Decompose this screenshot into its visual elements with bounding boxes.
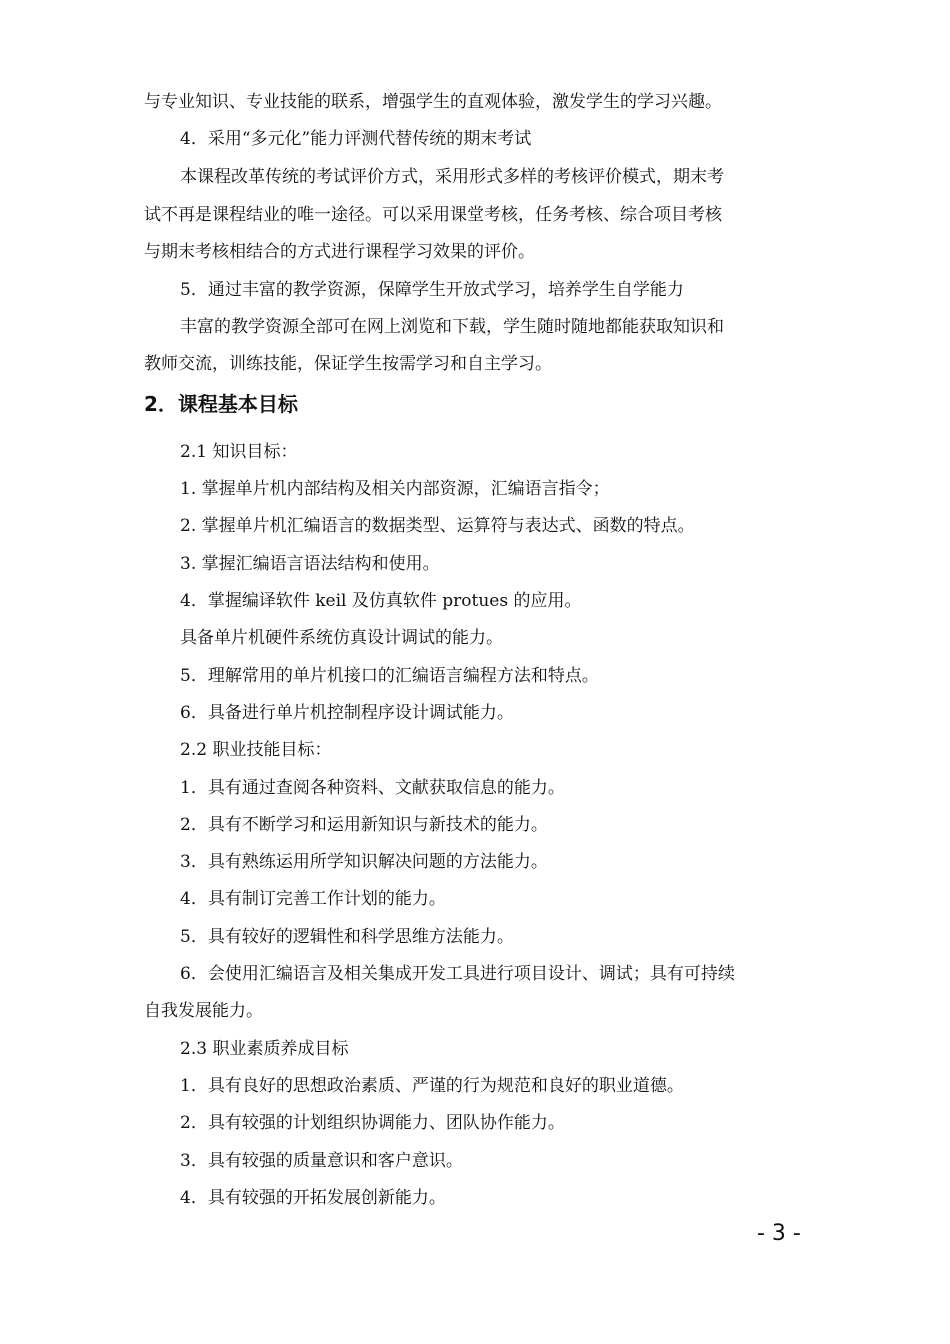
list-item: 6．具备进行单片机控制程序设计调试能力。 (180, 703, 514, 723)
list-item: 1．具有良好的思想政治素质、严谨的行为规范和良好的职业道德。 (180, 1076, 684, 1096)
list-item: 具备单片机硬件系统仿真设计调试的能力。 (180, 628, 503, 648)
list-item: 4．具有较强的开拓发展创新能力。 (180, 1188, 446, 1208)
item-title: 4．采用“多元化”能力评测代替传统的期末考试 (180, 129, 532, 149)
list-item: 2．具有不断学习和运用新知识与新技术的能力。 (180, 815, 548, 835)
list-item: 4．具有制订完善工作计划的能力。 (180, 889, 446, 909)
list-item: 2. 掌握单片机汇编语言的数据类型、运算符与表达式、函数的特点。 (180, 516, 695, 536)
paragraph-line: 丰富的教学资源全部可在网上浏览和下载，学生随时随地都能获取知识和 (180, 317, 724, 337)
paragraph-line: 与专业知识、专业技能的联系，增强学生的直观体验，激发学生的学习兴趣。 (144, 92, 722, 112)
subsection-title: 2.3 职业素质养成目标 (180, 1039, 349, 1059)
list-item: 3．具有熟练运用所学知识解决问题的方法能力。 (180, 852, 548, 872)
page-number: - 3 - (757, 1221, 801, 1246)
paragraph-line: 与期末考核相结合的方式进行课程学习效果的评价。 (144, 242, 535, 262)
list-item: 5．具有较好的逻辑性和科学思维方法能力。 (180, 927, 514, 947)
list-item: 6．会使用汇编语言及相关集成开发工具进行项目设计、调试；具有可持续 (180, 964, 735, 984)
subsection-title: 2.2 职业技能目标： (180, 740, 332, 760)
paragraph-line: 本课程改革传统的考试评价方式，采用形式多样的考核评价模式，期末考 (180, 167, 724, 187)
list-item: 3．具有较强的质量意识和客户意识。 (180, 1151, 463, 1171)
list-item: 3. 掌握汇编语言语法结构和使用。 (180, 554, 440, 574)
subsection-title: 2.1 知识目标： (180, 442, 298, 462)
paragraph-line: 试不再是课程结业的唯一途径。可以采用课堂考核，任务考核、综合项目考核 (144, 205, 722, 225)
item-title: 5．通过丰富的教学资源，保障学生开放式学习，培养学生自学能力 (180, 280, 684, 300)
list-item: 5．理解常用的单片机接口的汇编语言编程方法和特点。 (180, 666, 599, 686)
list-item: 4．掌握编译软件 keil 及仿真软件 protues 的应用。 (180, 591, 582, 611)
list-item: 1. 掌握单片机内部结构及相关内部资源，汇编语言指令； (180, 479, 610, 499)
list-item: 1．具有通过查阅各种资料、文献获取信息的能力。 (180, 778, 565, 798)
list-item: 2．具有较强的计划组织协调能力、团队协作能力。 (180, 1113, 565, 1133)
section-heading: 2．课程基本目标 (144, 392, 298, 416)
list-item: 自我发展能力。 (144, 1001, 263, 1021)
paragraph-line: 教师交流，训练技能，保证学生按需学习和自主学习。 (144, 354, 552, 374)
